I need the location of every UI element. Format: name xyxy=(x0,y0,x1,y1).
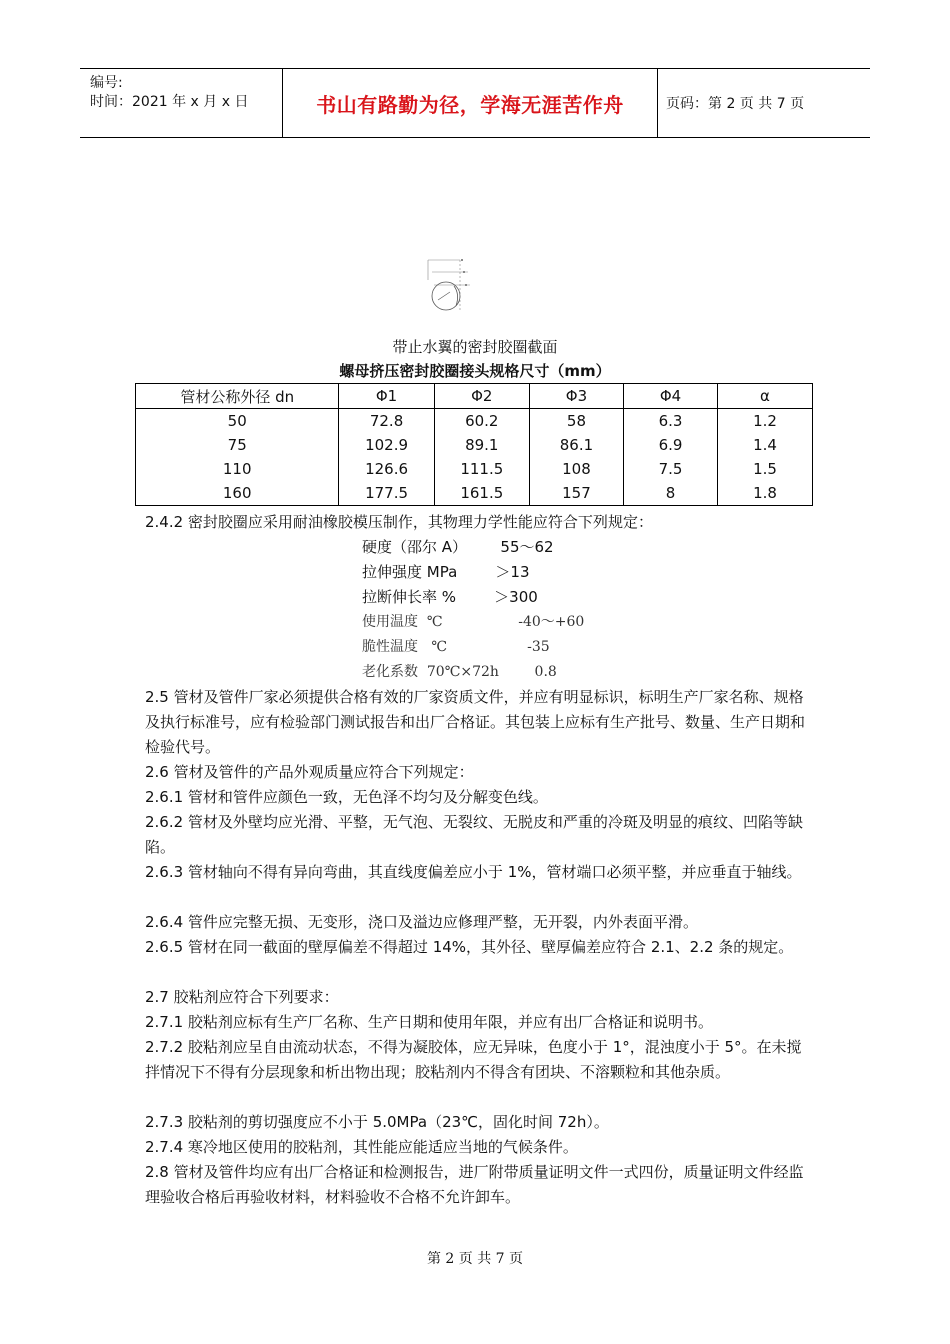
gasket-spec-table xyxy=(135,383,813,506)
table-row xyxy=(136,457,813,481)
figure-caption: 带止水翼的密封胶圈截面 xyxy=(392,338,558,356)
property-use-temperature: 使用温度 ℃ -40～+60 xyxy=(362,614,585,630)
header-motto-cell xyxy=(283,69,658,137)
section-2-7: 2.7 胶粘剂应符合下列要求： xyxy=(145,988,339,1006)
column-header: α xyxy=(717,384,812,409)
section-2-6-4: 2.6.4 管件应完整无损、无变形，浇口及溢边应修理严整，无开裂，内外表面平滑。 xyxy=(145,913,698,931)
table-title: 螺母挤压密封胶圈接头规格尺寸（mm） xyxy=(339,362,611,380)
header-motto: 书山有路勤为径，学海无涯苦作舟 xyxy=(316,92,624,117)
table-cell: 110 xyxy=(136,457,339,481)
section-2-7-3: 2.7.3 胶粘剂的剪切强度应不小于 5.0MPa（23℃，固化时间 72h）。 xyxy=(145,1113,609,1131)
doc-date: 时间：2021 年 x 月 x 日 xyxy=(90,94,249,110)
section-2-4-2: 2.4.2 密封胶圈应采用耐油橡胶模压制作，其物理力学性能应符合下列规定： xyxy=(145,513,653,531)
property-brittle-temperature: 脆性温度 ℃ -35 xyxy=(362,639,550,655)
table-cell: 72.8 xyxy=(339,409,434,434)
table-cell: 8 xyxy=(624,481,718,506)
column-header: Φ2 xyxy=(434,384,529,409)
table-header-row xyxy=(136,384,813,409)
column-header: 管材公称外径 dn xyxy=(136,384,339,409)
page-footer: 第 2 页 共 7 页 xyxy=(426,1251,524,1267)
table-cell: 160 xyxy=(136,481,339,506)
column-header: Φ1 xyxy=(339,384,434,409)
table-cell: 89.1 xyxy=(434,433,529,457)
table-row xyxy=(136,409,813,434)
table-cell: 60.2 xyxy=(434,409,529,434)
property-hardness: 硬度（邵尔 A） 55～62 xyxy=(362,538,554,556)
section-2-7-1: 2.7.1 胶粘剂应标有生产厂名称、生产日期和使用年限，并应有出厂合格证和说明书。 xyxy=(145,1013,713,1031)
column-header: Φ3 xyxy=(529,384,623,409)
column-header: Φ4 xyxy=(624,384,718,409)
table-cell: 1.8 xyxy=(717,481,812,506)
table-cell: 1.2 xyxy=(717,409,812,434)
table-cell: 6.9 xyxy=(624,433,718,457)
table-row xyxy=(136,433,813,457)
table-cell: 126.6 xyxy=(339,457,434,481)
table-cell: 177.5 xyxy=(339,481,434,506)
table-cell: 161.5 xyxy=(434,481,529,506)
doc-code-label: 编号: xyxy=(90,75,123,91)
table-cell: 157 xyxy=(529,481,623,506)
gasket-diagram xyxy=(420,250,490,320)
table-row xyxy=(136,481,813,506)
table-cell: 6.3 xyxy=(624,409,718,434)
property-aging-coefficient: 老化系数 70℃×72h 0.8 xyxy=(362,664,557,680)
section-2-6: 2.6 管材及管件的产品外观质量应符合下列规定： xyxy=(145,763,474,781)
property-tensile-strength: 拉伸强度 MPa ＞13 xyxy=(362,563,530,581)
section-2-6-3: 2.6.3 管材轴向不得有异向弯曲，其直线度偏差应小于 1%，管材端口必须平整，并应垂直于轴线。 xyxy=(145,863,802,881)
section-2-8: 2.8 管材及管件均应有出厂合格证和检测报告，进厂附带质量证明文件一式四份，质量证明文件经监理验收合格后再验收材料，材料验收不合格不允许卸车。 xyxy=(145,1163,804,1206)
table-cell: 86.1 xyxy=(529,433,623,457)
table-cell: 75 xyxy=(136,433,339,457)
section-2-6-5: 2.6.5 管材在同一截面的壁厚偏差不得超过 14%，其外径、壁厚偏差应符合 2.1、2.2 条的规定。 xyxy=(145,938,794,956)
table-cell: 50 xyxy=(136,409,339,434)
section-2-6-1: 2.6.1 管材和管件应颜色一致，无色泽不均匀及分解变色线。 xyxy=(145,788,548,806)
section-2-7-2: 2.7.2 胶粘剂应呈自由流动状态，不得为凝胶体，应无异味，色度小于 1°，混浊度小于 5°。在未搅拌情况下不得有分层现象和析出物出现；胶粘剂内不得含有团块、不溶颗粒和其他杂质。 xyxy=(145,1038,802,1081)
section-2-5: 2.5 管材及管件厂家必须提供合格有效的厂家资质文件，并应有明显标识，标明生产厂家名称、规格及执行标准号，应有检验部门测试报告和出厂合格证。其包装上应标有生产批号、数量、生产日期和检验代号。 xyxy=(145,688,806,756)
header-page-info: 页码：第 2 页 共 7 页 xyxy=(666,96,805,112)
table-cell: 1.5 xyxy=(717,457,812,481)
section-2-6-2: 2.6.2 管材及外壁均应光滑、平整，无气泡、无裂纹、无脱皮和严重的冷斑及明显的痕纹、凹陷等缺陷。 xyxy=(145,813,803,856)
table-cell: 58 xyxy=(529,409,623,434)
table-cell: 102.9 xyxy=(339,433,434,457)
gasket-cross-section-figure xyxy=(420,250,490,320)
table-cell: 111.5 xyxy=(434,457,529,481)
table-cell: 108 xyxy=(529,457,623,481)
page-header xyxy=(80,68,870,138)
header-info-cell xyxy=(80,69,283,137)
table-cell: 1.4 xyxy=(717,433,812,457)
property-elongation: 拉断伸长率 % ＞300 xyxy=(362,588,538,606)
section-2-7-4: 2.7.4 寒冷地区使用的胶粘剂，其性能应能适应当地的气候条件。 xyxy=(145,1138,578,1156)
table-cell: 7.5 xyxy=(624,457,718,481)
